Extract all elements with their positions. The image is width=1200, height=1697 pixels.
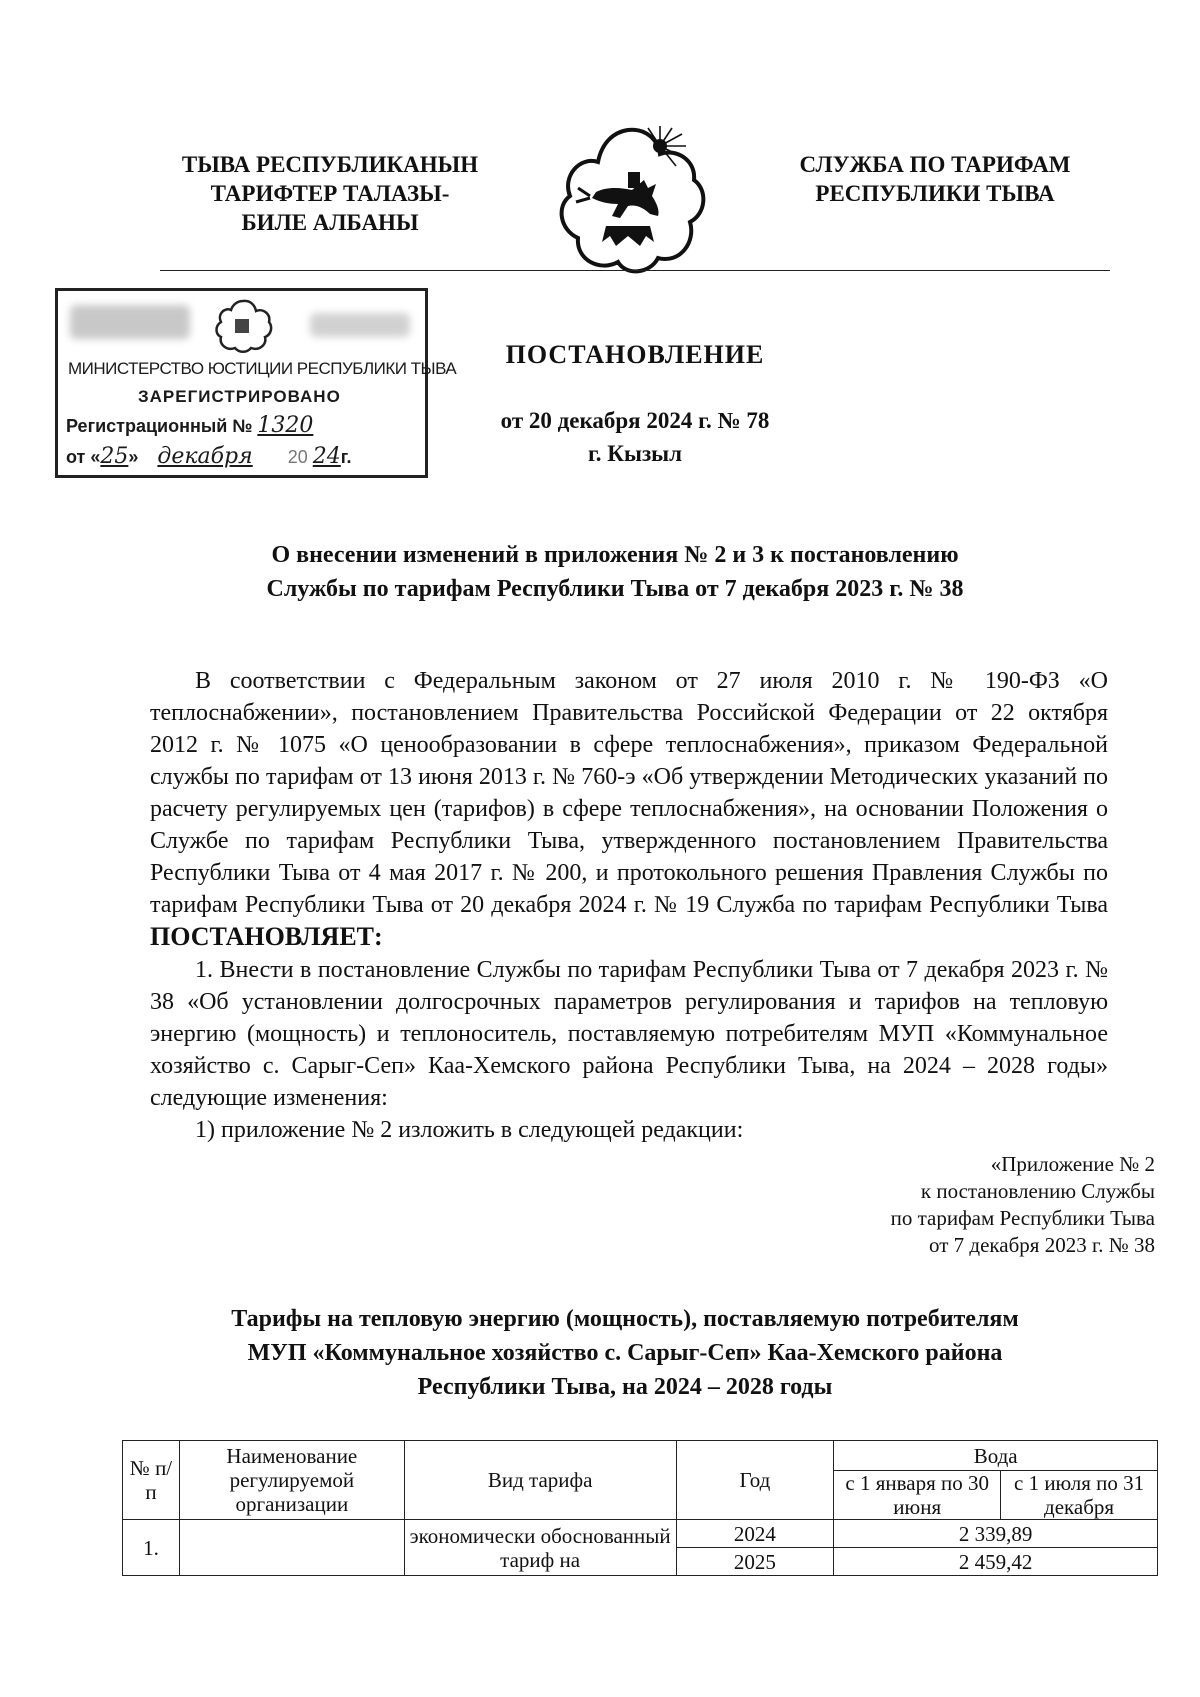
header-num: № п/п xyxy=(123,1441,180,1520)
handwritten-day: 25 xyxy=(100,444,129,469)
row-year: 2025 xyxy=(676,1548,834,1576)
stamp-registered: ЗАРЕГИСТРИРОВАНО xyxy=(138,387,341,406)
row-num: 1. xyxy=(123,1520,180,1576)
stamp-smudge xyxy=(310,313,410,337)
header-divider xyxy=(160,270,1110,271)
tuva-emblem-icon xyxy=(548,118,708,278)
row-kind: экономически обоснованный тариф на xyxy=(404,1520,676,1576)
row-value: 2 459,42 xyxy=(834,1548,1158,1576)
handwritten-reg-number: 1320 xyxy=(257,413,314,438)
header-year: Год xyxy=(676,1441,834,1520)
document-city: г. Кызыл xyxy=(587,441,683,466)
document-subject: О внесении изменений в приложения № 2 и 3 к постановлению Службы по тарифам Республики Тыва от 7 декабря 2023 г. № 38 xyxy=(266,542,964,602)
stamp-reg-number: Регистрационный № 1320 xyxy=(66,413,314,438)
body-paragraph: 1) приложение № 2 изложить в следующей редакции: xyxy=(195,1117,744,1143)
tariff-table xyxy=(122,1440,1158,1576)
header-water: Вода xyxy=(834,1441,1158,1471)
body-paragraph: В соответствии с Федеральным законом от 27 июля 2010 г. № 190-ФЗ «О теплоснабжении», постановлением Правительства Российской Федерации от 22 октября 2012 г. № 1075 «О ценообразовании в сфере теплоснабжения», приказом Федеральной службы по тарифам от 13 июня 2013 г. № 760-э «Об утверждении Методических указаний по расчету регулируемых цен (тарифов) в сфере теплоснабжения», на основании Положения о Службе по тарифам Республики Тыва, утвержденного постановлением Правительства Республики Тыва от 4 мая 2017 г. № 200, и протокольного решения Правления Службы по тарифам Республики Тыва от 20 декабря 2024 г. № 19 Служба по тарифам Республики Тыва ПОСТАНОВЛЯЕТ: xyxy=(150,668,1108,951)
table-title: Тарифы на тепловую энергию (мощность), поставляемую потребителям МУП «Коммунальное хозяйство с. Сарыг-Сеп» Каа-Хемского района Республики Тыва, на 2024 – 2028 годы xyxy=(231,1306,1019,1400)
stamp-reg-date: от «25» декабря 20 24г. xyxy=(66,444,352,469)
row-year: 2024 xyxy=(676,1520,834,1548)
stamp-emblem-icon xyxy=(213,297,273,353)
header-period-1: с 1 января по 30 июня xyxy=(834,1471,1001,1520)
registration-stamp xyxy=(55,288,457,478)
header-left-title: ТЫВА РЕСПУБЛИКАНЫН ТАРИФТЕР ТАЛАЗЫ- БИЛЕ АЛБАНЫ xyxy=(181,152,479,235)
header-org: Наименование регулируемой организации xyxy=(179,1441,404,1520)
decree-keyword: ПОСТАНОВЛЯЕТ: xyxy=(150,922,383,951)
document-body xyxy=(150,665,1108,1146)
handwritten-month: декабря xyxy=(157,444,253,469)
stamp-ministry: МИНИСТЕРСТВО ЮСТИЦИИ РЕСПУБЛИКИ ТЫВА xyxy=(68,359,457,378)
body-paragraph: 1. Внести в постановление Службы по тарифам Республики Тыва от 7 декабря 2023 г. № 38 «Об установлении долгосрочных параметров регулирования и тарифов на тепловую энергию (мощность) и теплоноситель, поставляемую потребителям МУП «Коммунальное хозяйство с. Сарыг-Сеп» Каа-Хемского района Республики Тыва, на 2024 – 2028 годы» следующие изменения: xyxy=(150,957,1108,1111)
handwritten-year: 24 xyxy=(312,444,341,469)
row-org xyxy=(179,1520,404,1576)
appendix-reference: «Приложение № 2 к постановлению Службы по тарифам Республики Тыва от 7 декабря 2023 г. № 38 xyxy=(890,1152,1155,1257)
document-type: ПОСТАНОВЛЕНИЕ xyxy=(505,340,765,369)
stamp-smudge xyxy=(70,305,190,339)
header-period-2: с 1 июля по 31 декабря xyxy=(1001,1471,1158,1520)
header-right-title: СЛУЖБА ПО ТАРИФАМ РЕСПУБЛИКИ ТЫВА xyxy=(799,152,1071,206)
header-kind: Вид тарифа xyxy=(404,1441,676,1520)
row-value: 2 339,89 xyxy=(834,1520,1158,1548)
table-row xyxy=(123,1520,1158,1548)
document-date-number: от 20 декабря 2024 г. № 78 xyxy=(500,408,770,433)
